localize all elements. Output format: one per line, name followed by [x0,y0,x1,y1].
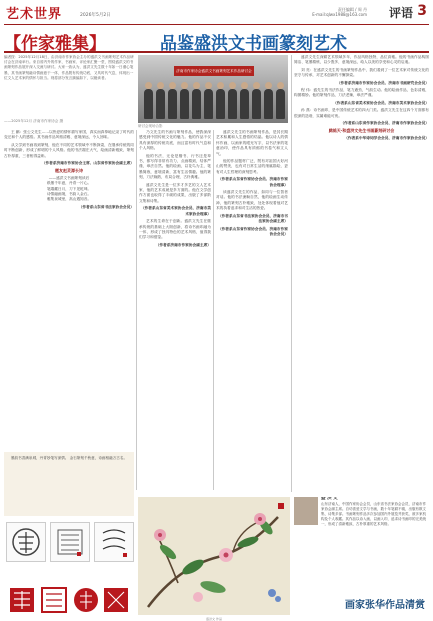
person-figure [216,89,225,119]
bio-text: 山东济南人，中国作家协会会员，山东省书法家协会会员，济南市作家协会副主席。自幼喜爱文学与书画，数十年笔耕不辍，出版有散文集、诗集多部。书画篆刻作品多次参加国内外展览并获奖，被多家机构及个人收藏。其作品以诗入画、以画入印，追求诗书画印的完美统一，形成了清新雅致、古朴厚重的艺术风格。 [321,501,426,526]
author-note: （作者系中华诗词学会会员、济南市作家协会会员） [344,135,429,140]
poem-panel [4,452,134,516]
newspaper-logo: 艺术世界 [6,7,63,20]
editor-name: 责任编辑 / 周 丹 [337,7,367,12]
calligraphy-image [6,522,46,562]
painting-caption: 盛洪文 作品 [206,617,222,621]
subheading: 题友赵灵源长诗 [55,168,83,174]
person-figure [252,89,261,119]
author-note: （作者系济南市作家协会副主席） [155,242,211,247]
calligraphy-image [94,522,134,562]
article-column-3 [216,130,288,492]
person-figure [156,89,165,119]
poem: ——盛洪文书画篆刻读后 纸墨千年意，丹青一片心。 笔端藏日月，刀下见乾坤。 诗情融画境，书韵入金石。 雅集泉城里，高山遇知音。 [46,175,92,202]
column-divider [213,130,214,490]
paragraph: 刘 亮：在盛洪文先生的书画篆刻作品中，我们看到了一位艺术家对传统文化的坚守与传承，对艺术创新的不懈探索。 [294,67,429,78]
person-figure [180,89,189,119]
photo-caption: 研讨会现场合影 [138,124,163,128]
headline-title: 品鉴盛洪文书画篆刻艺术 [160,34,347,54]
person-figure [144,89,153,119]
paragraph: 从文学到书画再到篆刻，他在不同的艺术领域中不断探索，在继承传统的同时不断创新，形成了鲜明的个人风格。他的书法端庄大气，绘画清新雅致，篆刻古朴厚重，三者相得益彰。 [4,142,134,158]
headline-prefix: 【作家雅集】 [4,34,106,54]
paragraph: 乃文先生的书画与篆刻作品，使我深深感受到中国传统文化的魅力。他的作品不仅具有深厚的传统功底，而且富有时代气息和个人风格。 [139,130,211,151]
paragraph: 他的书法，无论是楷书、行书还是草书，都写得非常有功力，点画精到，结体严谨，章法自然。他的绘画，以花鸟为主，笔墨简练，意境清新，富有生活情趣。他的篆刻，刀法娴熟，布局合理，古朴典雅。 [139,153,211,180]
column-divider [291,55,292,492]
calligraphy-image [50,522,90,562]
group-photo [138,55,288,123]
calligraphy-works [4,520,134,580]
paragraph: 王 鹏：张公文先生……以热爱的情怀描写家国，真实而真挚地记录了时代的变迁和个人的感悟。其书画作品风格清雅、意境深远，令人回味。 [4,130,134,140]
person-figure [168,89,177,119]
author-note: （作者系山东省美术家协会会员、济南市美术家协会理事） [140,206,211,216]
person-figure [204,89,213,119]
headline [4,27,429,53]
artist-portrait [294,497,318,525]
paragraph: 盛洪文先生的书画篆刻作品，是其长期艺术积累和人生感悟的结晶。他以诗人的情怀作画，以画家的眼光写字，以书法家的笔意治印，使作品具有浓郁的书卷气和文人气。 [216,130,288,156]
paragraph: 盛洪文先生是一位多才多艺的文人艺术家，他的艺术成就是多方面的。他在文学创作方面也取得了丰硕的成果，出版了多部散文集和诗集。 [139,182,211,203]
author-note: （作者系山东省书法家协会会员） [78,204,134,209]
flower-painting [138,497,290,615]
paragraph: 孙 燕：诗书画印，是中国传统艺术的四大门类。盛洪文先生在这四个方面都有很深的造诣，实属难能可贵。 [294,108,429,118]
author-note: （作者系山东省作家协会会员、济南市作家协会理事） [217,177,288,187]
person-figure [192,89,201,119]
author-note: （作者系山东省书法家协会会员、济南市书法家协会副主席） [217,213,288,224]
bio-text-block [321,497,429,526]
article-column-4 [294,55,429,492]
author-note: （作者系山东省作家协会会员、济南市作家协会会员） [340,121,429,126]
paragraph: 程 伟：盛先生的书法作品，笔力遒劲，气韵生动。他的绘画作品，色彩清雅，构图精妙。他的篆刻作品，刀法老辣，章法严谨。 [294,88,429,98]
column-divider [136,130,137,490]
section-name: 评语 [388,6,413,20]
page-number: 3 [417,3,427,19]
paragraph: 读盛洪文先生的作品，如同与一位智者对话。他的书法流畅自然，他的绘画生动传神，他的篆刻古朴雅致，处处体现着他对艺术的执着追求和对生活的热爱。 [216,190,288,211]
author-note: （作者系山东省作家协会会员、济南市作家协会会员） [217,226,288,236]
person-figure [264,89,273,119]
editor-info [312,7,367,17]
feature-title: 画家张华作品清赏 [345,600,425,611]
subheading: 鹧鸪天·和盛洪文先生书画篆刻研讨会 [328,128,395,134]
paragraph: 他的作品题材广泛，既有对祖国大好河山的赞美，也有对日常生活的细腻描绘，更有对人生哲理的深刻思考。 [216,159,288,174]
poem-panel-text: 墨韵书香满泉城，丹青妙笔写深情。 金石篆刻千秋意，诗画相融万古名。 [10,456,128,460]
event-banner: 济南市作家协会盛洪文书画篆刻艺术作品研讨会 [174,66,254,76]
artist-name: 盛 洪 文 [321,497,338,501]
person-figure [240,89,249,119]
seal-carvings [4,585,134,615]
article-column-2 [139,130,211,492]
editor-note-caption: ——2025年12月 济南市作家协会 摄 [4,119,64,123]
author-note: （作者系山东省美术家协会会员、济南市美术家协会会员） [333,100,429,105]
article-column-1 [4,130,134,448]
editor-email: E-mail:qlwx1988@163.com [312,12,367,17]
person-figure [276,89,285,119]
issue-date: 2026年5月2日 [80,13,111,18]
author-note: （作者系济南市作家协会会员、济南市书画研究会会员） [336,80,429,85]
paragraph: 艺术的生命在于创新。盛洪文先生在继承传统的基础上大胆创新，将诗书画印融为一体，形成了独具特色的艺术风格，值得我们学习和借鉴。 [139,219,211,240]
author-note: （作者系济南市作家协会主席、山东省作家协会副主席） [41,161,134,166]
paragraph: 盛洪文先生深耕艺术领域多年，作品风格独特，品位高雅。他的书画作品构图简洁、笔墨精炼，以少胜多，意境深远，给人以美的享受和心灵的启迪。 [294,55,429,65]
editor-note: 编者按：2025年12月18日，由济南市作家协会主办的盛洪文书画篆刻艺术作品研讨会在济南举行。来自省内外的作家、书画家、评论家汇聚一堂，围绕盛洪文的书画篆刻作品展开深入交流与研讨。大家一致认为，盛洪文先生数十年如一日潜心笔墨，其书画篆刻融诗情画意于一体，作品既有传统功底，又具时代气息，体现出一位文人艺术家的情怀与担当。现将部分发言摘编如下，以飨读者。 [4,55,134,80]
person-figure [228,89,237,119]
masthead [4,2,429,25]
